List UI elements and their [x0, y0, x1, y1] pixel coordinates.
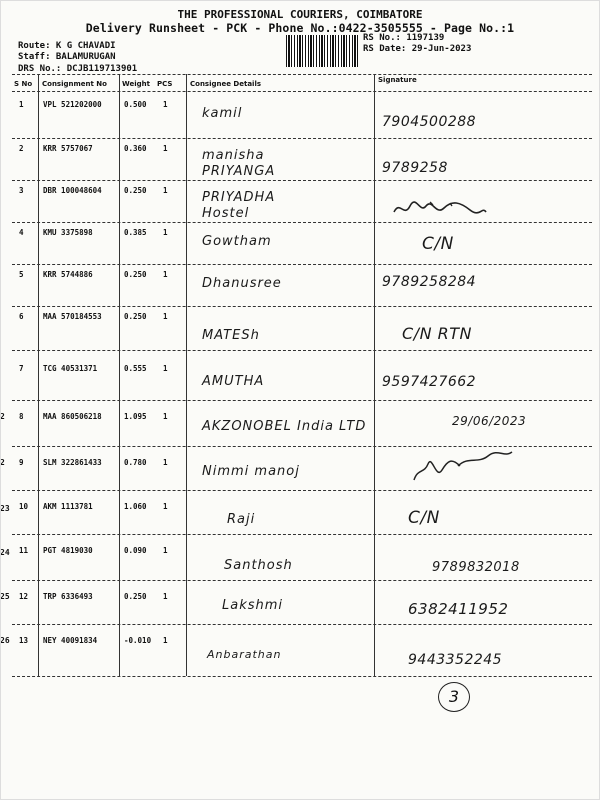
row-weight: 0.385 — [124, 228, 147, 237]
row-consignment: PGT 4819030 — [43, 546, 93, 555]
row-consignee: Gowtham — [202, 234, 272, 249]
row-consignee: manisha PRIYANGA — [202, 148, 276, 179]
row-signature: C/N — [408, 508, 440, 528]
row-signature: 7904500288 — [382, 114, 477, 130]
signature-scribble — [390, 198, 490, 220]
row-pcs: 1 — [163, 364, 168, 373]
table-row — [12, 580, 592, 624]
table-row — [12, 180, 592, 222]
row-sno: 13 — [19, 636, 29, 645]
row-pcs: 1 — [163, 312, 168, 321]
row-weight: 1.060 — [124, 502, 147, 511]
row-sno: 6 — [19, 312, 24, 321]
row-consignment: TCG 40531371 — [43, 364, 98, 373]
row-sno: 7 — [19, 364, 24, 373]
row-consignment: NEY 40091834 — [43, 636, 98, 645]
col-consignee: Consignee Details — [190, 80, 262, 88]
row-consignee: Raji — [227, 512, 256, 527]
col-consignment: Consignment No — [42, 80, 107, 88]
row-signature: 9789258 — [382, 160, 448, 176]
col-sno: S No — [14, 80, 33, 88]
row-sno: 5 — [19, 270, 24, 279]
row-signature: 9443352245 — [408, 652, 503, 668]
row-signature: 6382411952 — [408, 600, 509, 618]
margin-number: 26 — [0, 636, 10, 645]
row-consignee: Lakshmi — [222, 598, 284, 613]
row-consignee: MATESh — [202, 328, 260, 343]
table-row — [12, 490, 592, 534]
table-bottom-rule — [12, 676, 592, 677]
row-pcs: 1 — [163, 458, 168, 467]
table-row — [12, 350, 592, 396]
row-pcs: 1 — [163, 270, 168, 279]
row-signature: C/N — [422, 234, 454, 254]
row-sno: 8 — [19, 412, 24, 421]
table-row — [12, 264, 592, 306]
row-consignment: SLM 322861433 — [43, 458, 102, 467]
company-name: THE PROFESSIONAL COURIERS, COIMBATORE — [177, 8, 423, 21]
table-header-rule — [12, 91, 592, 92]
row-signature: C/N RTN — [402, 324, 472, 343]
row-weight: 0.250 — [124, 186, 147, 195]
row-pcs: 1 — [163, 502, 168, 511]
col-weight: Weight — [122, 80, 150, 88]
row-sno: 11 — [19, 546, 29, 555]
table-row — [12, 94, 592, 138]
row-consignee: Anbarathan — [207, 648, 282, 661]
row-sno: 9 — [19, 458, 24, 467]
row-pcs: 1 — [163, 636, 168, 645]
row-consignment: VPL 521202000 — [43, 100, 102, 109]
row-consignee: PRIYADHA Hostel — [202, 190, 276, 221]
margin-number: 2 — [0, 412, 5, 421]
row-weight: 0.500 — [124, 100, 147, 109]
row-consignment: DBR 100048604 — [43, 186, 102, 195]
table-row — [12, 534, 592, 580]
runsheet-title: Delivery Runsheet - PCK - Phone No.:0422-3505555 - Page No.:1 — [85, 21, 515, 35]
row-weight: -0.010 — [124, 636, 152, 645]
row-consignee: AMUTHA — [202, 374, 265, 389]
row-pcs: 1 — [163, 592, 168, 601]
row-signature: 9789258284 — [382, 274, 477, 290]
row-sno: 4 — [19, 228, 24, 237]
row-consignee: AKZONOBEL India LTD — [202, 419, 367, 434]
row-weight: 0.360 — [124, 144, 147, 153]
page-count-mark: 3 — [438, 682, 470, 712]
row-weight: 0.555 — [124, 364, 147, 373]
table-row — [12, 446, 592, 490]
margin-number: 2 — [0, 458, 5, 467]
row-sno: 10 — [19, 502, 29, 511]
staff-label: Staff: BALAMURUGAN — [18, 52, 116, 62]
row-pcs: 1 — [163, 546, 168, 555]
drs-number: DRS No.: DCJB119713901 — [18, 64, 138, 74]
margin-number: 24 — [0, 548, 10, 557]
table-row — [12, 306, 592, 350]
row-sno: 2 — [19, 144, 24, 153]
row-consignment: KRR 5757067 — [43, 144, 93, 153]
table-row — [12, 222, 592, 264]
row-weight: 0.090 — [124, 546, 147, 555]
row-consignment: MAA 860506218 — [43, 412, 102, 421]
col-signature: Signature — [378, 76, 417, 84]
table-top-rule — [12, 74, 592, 75]
row-weight: 0.250 — [124, 592, 147, 601]
row-consignment: TRP 6336493 — [43, 592, 93, 601]
row-consignee: Dhanusree — [202, 276, 282, 291]
row-consignee: Santhosh — [224, 558, 293, 573]
row-pcs: 1 — [163, 100, 168, 109]
row-weight: 0.780 — [124, 458, 147, 467]
row-weight: 0.250 — [124, 312, 147, 321]
row-weight: 0.250 — [124, 270, 147, 279]
row-sno: 3 — [19, 186, 24, 195]
row-sno: 12 — [19, 592, 29, 601]
barcode — [286, 35, 358, 67]
margin-number: 25 — [0, 592, 10, 601]
row-pcs: 1 — [163, 186, 168, 195]
row-consignment: MAA 570184553 — [43, 312, 102, 321]
col-pcs: PCS — [157, 80, 173, 88]
row-signature: 9789832018 — [432, 560, 520, 575]
signature-scribble — [408, 450, 518, 486]
rs-number: RS No.: 1197139 — [363, 33, 445, 43]
row-consignee: Nimmi manoj — [202, 464, 300, 479]
row-signature: 9597427662 — [382, 374, 477, 390]
row-pcs: 1 — [163, 412, 168, 421]
row-consignment: KRR 5744886 — [43, 270, 93, 279]
table-row — [12, 624, 592, 676]
table-row — [12, 400, 592, 446]
row-pcs: 1 — [163, 228, 168, 237]
table-row — [12, 138, 592, 180]
row-signature: 29/06/2023 — [452, 414, 527, 428]
row-weight: 1.095 — [124, 412, 147, 421]
margin-number: 23 — [0, 504, 10, 513]
row-consignment: AKM 1113781 — [43, 502, 93, 511]
route-label: Route: K G CHAVADI — [18, 41, 116, 51]
rs-date: RS Date: 29-Jun-2023 — [363, 44, 472, 54]
row-consignee: kamil — [202, 106, 243, 121]
row-consignment: KMU 3375898 — [43, 228, 93, 237]
row-sno: 1 — [19, 100, 24, 109]
row-pcs: 1 — [163, 144, 168, 153]
